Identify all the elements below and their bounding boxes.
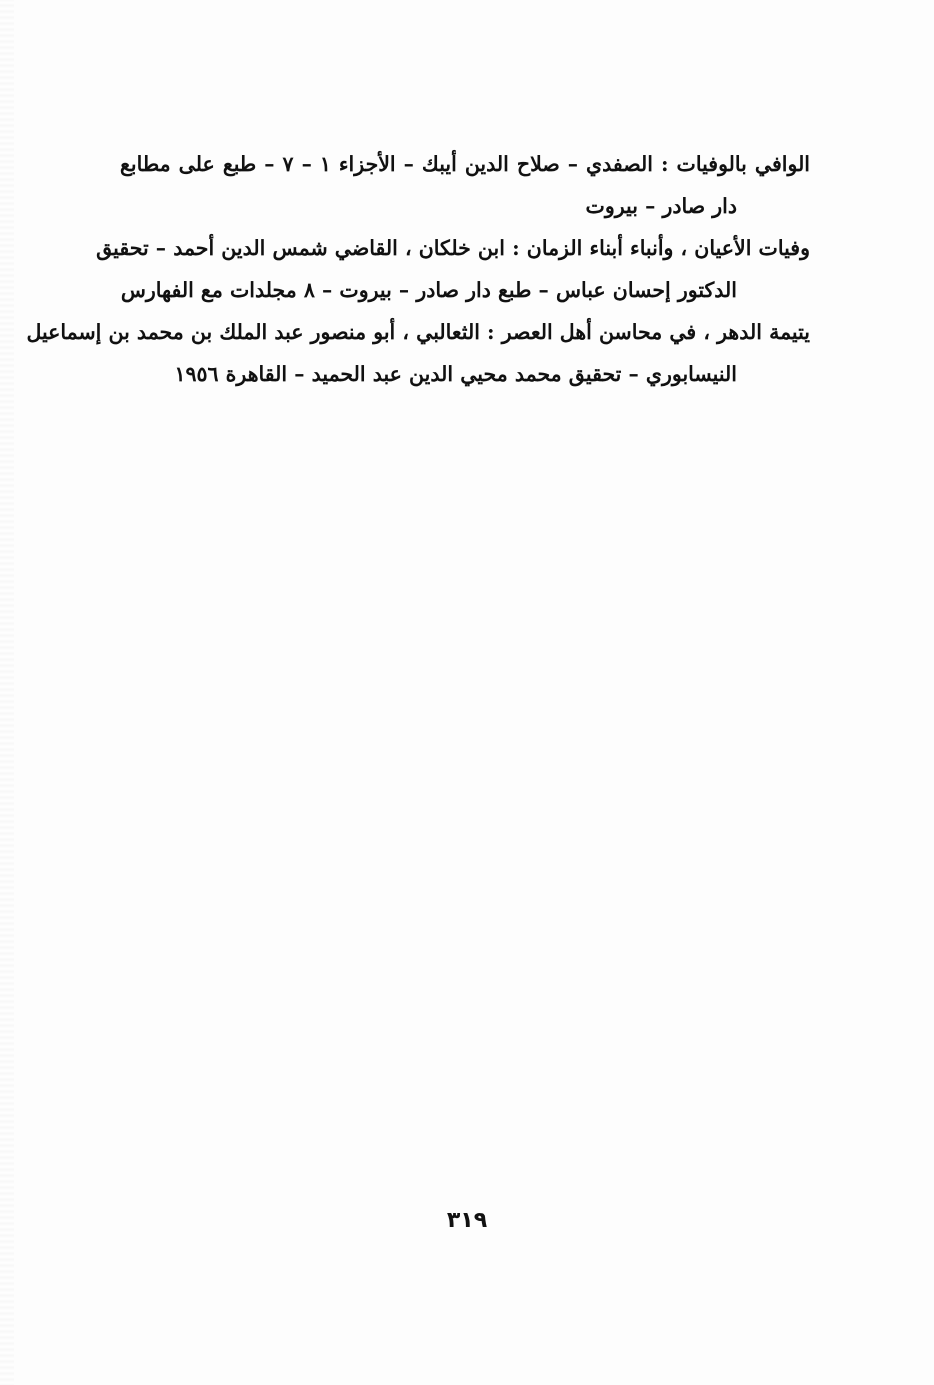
entry-line-continuation: الدكتور إحسان عباس – طبع دار صادر – بيروت – ٨ مجلدات مع الفهارس [120, 278, 737, 302]
entry-line: وفيات الأعيان ، وأنباء أبناء الزمان : ابن خلكان ، القاضي شمس الدين أحمد – تحقيق [96, 236, 810, 260]
page-number: ٣١٩ [446, 1208, 488, 1233]
entry-line-continuation: دار صادر – بيروت [585, 194, 737, 218]
bibliography-entry-wafayat [96, 227, 810, 311]
bibliography-entry-wafi [120, 143, 810, 227]
scan-edge-shadow [0, 0, 14, 1385]
entry-line: يتيمة الدهر ، في محاسن أهل العصر : الثعالبي ، أبو منصور عبد الملك بن محمد بن إسماعيل [26, 320, 810, 344]
entry-line: الوافي بالوفيات : الصفدي – صلاح الدين أيبك – الأجزاء ١ – ٧ – طبع على مطابع [120, 152, 811, 176]
bibliography-list [26, 143, 811, 395]
bibliography-entry-yatimat [26, 311, 810, 395]
entry-line-continuation: النيسابوري – تحقيق محمد محيي الدين عبد الحميد – القاهرة ١٩٥٦ [174, 362, 737, 386]
